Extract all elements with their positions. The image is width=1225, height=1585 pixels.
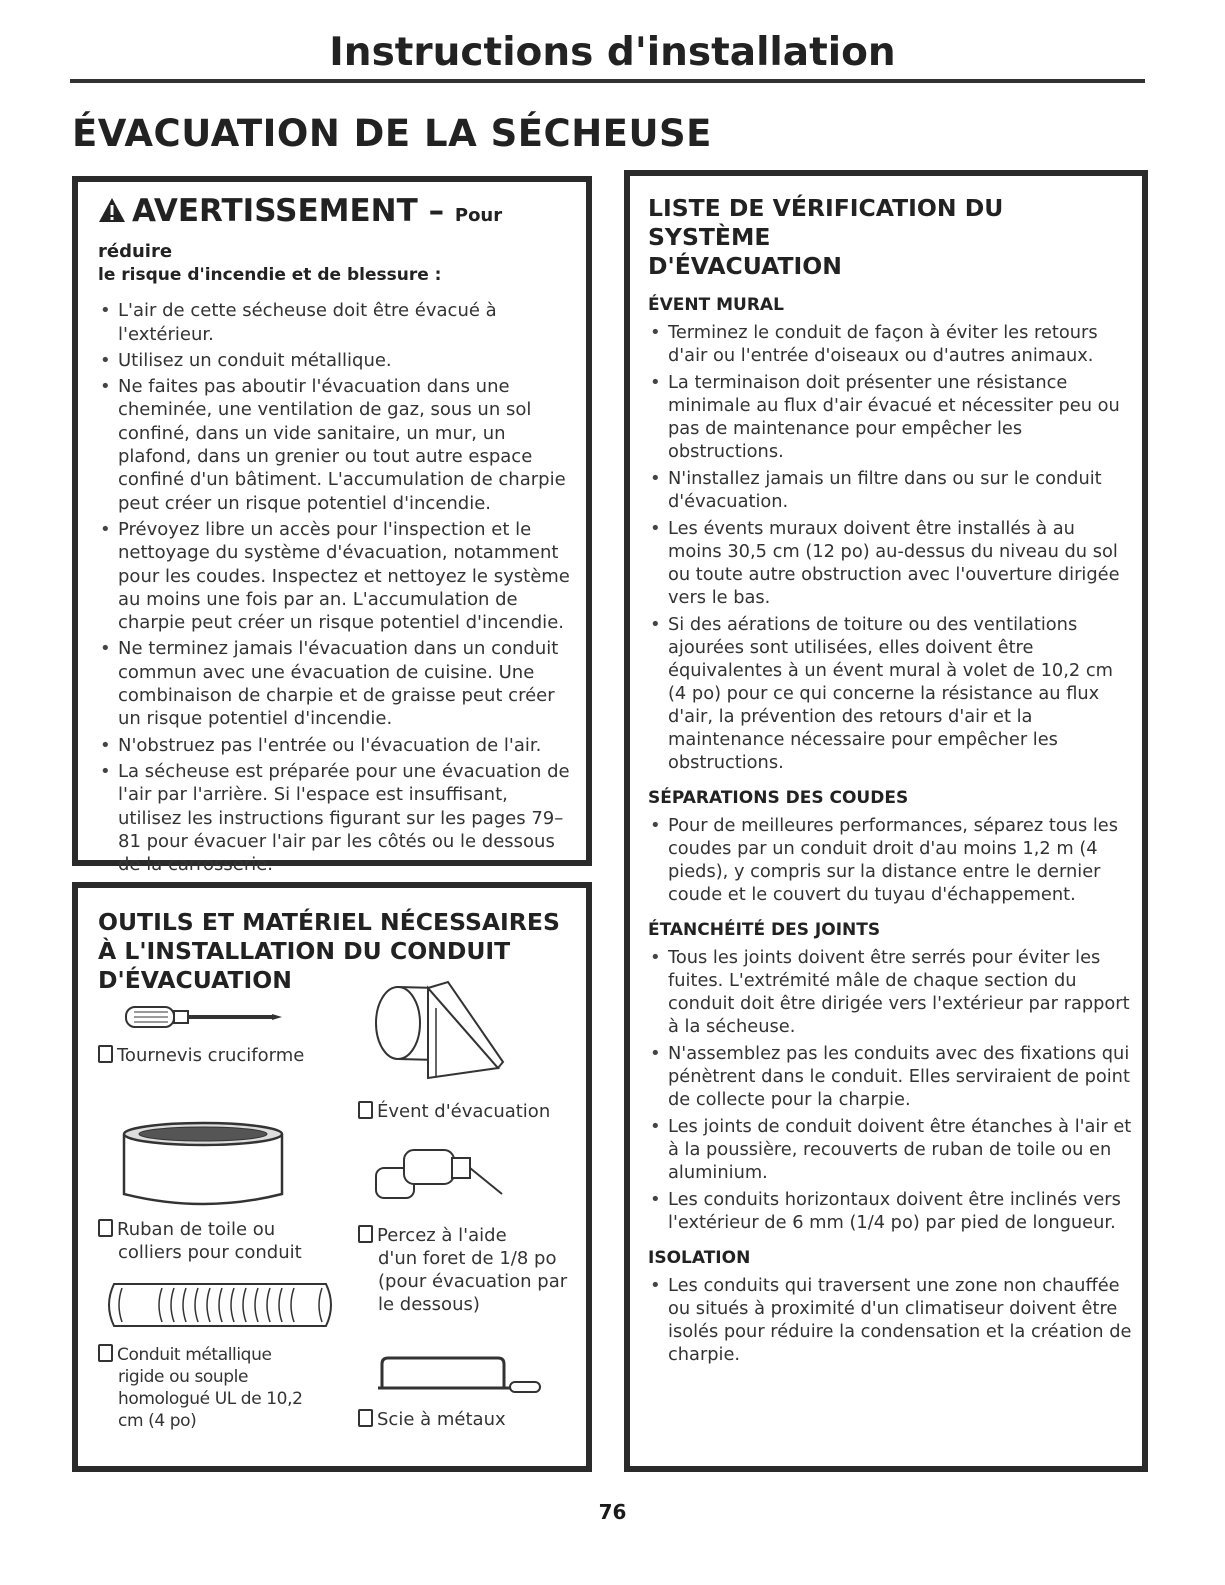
list-item: • Les conduits horizontaux doivent être inclinés vers l'extérieur de 6 mm (1/4 po) par pied de longueur. <box>648 1188 1132 1234</box>
page-header-title: Instructions d'installation <box>329 30 896 75</box>
list-item: • N'obstruez pas l'entrée ou l'évacuation de l'air. <box>98 734 570 757</box>
duct-tape-icon <box>118 1120 288 1210</box>
checklist-list <box>648 321 1132 774</box>
drill-icon <box>374 1140 504 1210</box>
warning-list <box>98 299 570 876</box>
tool-vent <box>358 1100 550 1123</box>
list-item: • Ne terminez jamais l'évacuation dans un conduit commun avec une évacuation de cuisine. Une combinaison de charpie et de graisse peut créer un risque potentiel d'incendie. <box>98 637 570 730</box>
list-item: • Pour de meilleures performances, séparez tous les coudes par un conduit droit d'au moins 1,2 m (4 pieds), y compris sur la distance entre le dernier coude et le couvert du tuyau d'échappement. <box>648 814 1132 906</box>
checkbox-icon <box>98 1219 113 1237</box>
checklist-list <box>648 1274 1132 1366</box>
subsection-title: ÉTANCHÉITÉ DES JOINTS <box>648 920 881 940</box>
tool-label: Tournevis cruciforme <box>117 1045 305 1066</box>
tool-label: Scie à métaux <box>377 1409 506 1430</box>
list-item: • N'installez jamais un filtre dans ou sur le conduit d'évacuation. <box>648 467 1132 513</box>
tool-drill <box>358 1224 567 1316</box>
screwdriver-icon <box>124 1002 284 1032</box>
checklist-heading-line-2: D'ÉVACUATION <box>648 252 842 280</box>
warning-heading-suffix: Pour réduire <box>98 205 503 262</box>
subsection-title: ÉVENT MURAL <box>648 295 784 315</box>
list-item: • N'assemblez pas les conduits avec des fixations qui pénètrent dans le conduit. Elles serviraient de point de collecte pour la charpie. <box>648 1042 1132 1111</box>
list-item: • L'air de cette sécheuse doit être évacué à l'extérieur. <box>98 299 570 346</box>
checkbox-icon <box>98 1045 113 1063</box>
list-item: • Si des aérations de toiture ou des ventilations ajourées sont utilisées, elles doivent être équivalentes à un évent mural à volet de 10,2 cm (4 po) pour ce qui concerne la résistance au flux d'air, la prévention des retours d'air et la maintenance nécessaire pour empêcher les obstructions. <box>648 613 1132 774</box>
page-number: 76 <box>598 1500 627 1524</box>
header-rule <box>70 79 1145 83</box>
tool-label: cm (4 po) <box>118 1411 197 1431</box>
list-item: • Ne faites pas aboutir l'évacuation dans une cheminée, une ventilation de gaz, sous un sol confiné, dans un vide sanitaire, un mur, un plafond, dans un grenier ou tout autre espace confiné d'un bâtiment. L'accumulation de charpie peut créer un risque potentiel d'incendie. <box>98 375 570 515</box>
checklist-list <box>648 814 1132 906</box>
warning-label: AVERTISSEMENT <box>132 193 418 229</box>
hacksaw-icon <box>374 1354 544 1394</box>
checkbox-icon <box>358 1101 373 1119</box>
tool-label: le dessous) <box>378 1294 480 1315</box>
tool-label: Ruban de toile ou <box>117 1219 276 1240</box>
section-title: ÉVACUATION DE LA SÉCHEUSE <box>72 112 712 155</box>
warning-box <box>72 176 592 876</box>
tools-heading-line-1: OUTILS ET MATÉRIEL NÉCESSAIRES <box>98 908 560 936</box>
checklist-heading-line-1: LISTE DE VÉRIFICATION DU SYSTÈME <box>648 194 1004 251</box>
tool-screwdriver <box>98 1044 304 1067</box>
tool-duct <box>98 1344 303 1432</box>
list-item: • Les évents muraux doivent être installés à au moins 30,5 cm (12 po) au-dessus du niveau du sol ou toute autre obstruction avec l'ouverture dirigée vers le bas. <box>648 517 1132 609</box>
tool-saw <box>358 1408 506 1431</box>
list-item: • La sécheuse est préparée pour une évacuation de l'air par l'arrière. Si l'espace est insuffisant, utilisez les instructions figurant sur les pages 79–81 pour évacuer l'air par les côtés ou le dessous de la carrosserie. <box>98 760 570 876</box>
checklist-box <box>624 170 1148 1472</box>
tool-label: rigide ou souple <box>118 1367 249 1387</box>
tool-label: homologué UL de 10,2 <box>118 1389 303 1409</box>
list-item: • La terminaison doit présenter une résistance minimale au flux d'air évacué et nécessiter peu ou pas de maintenance pour empêcher les obstructions. <box>648 371 1132 463</box>
list-item: • Utilisez un conduit métallique. <box>98 349 570 372</box>
checkbox-icon <box>358 1225 373 1243</box>
list-item: • Les joints de conduit doivent être étanches à l'air et à la poussière, recouverts de ruban de toile ou en aluminium. <box>648 1115 1132 1184</box>
warning-subheading: le risque d'incendie et de blessure : <box>98 265 442 286</box>
tools-box <box>72 882 592 1472</box>
list-item: • Terminez le conduit de façon à éviter les retours d'air ou l'entrée d'oiseaux ou d'autres animaux. <box>648 321 1132 367</box>
warning-dash: – <box>417 193 455 229</box>
tool-label: Percez à l'aide <box>377 1225 507 1246</box>
warning-triangle-icon <box>98 197 126 223</box>
tool-label: d'un foret de 1/8 po <box>378 1248 557 1269</box>
tool-label: colliers pour conduit <box>118 1242 302 1263</box>
subsection-title: ISOLATION <box>648 1248 751 1268</box>
list-item: • Les conduits qui traversent une zone non chauffée ou situés à proximité d'un climatiseur doivent être isolés pour réduire la condensation et la création de charpie. <box>648 1274 1132 1366</box>
subsection-title: SÉPARATIONS DES COUDES <box>648 788 909 808</box>
list-item: • Tous les joints doivent être serrés pour éviter les fuites. L'extrémité mâle de chaque section du conduit doit être dirigée vers l'extérieur par rapport à la sécheuse. <box>648 946 1132 1038</box>
list-item: • Prévoyez libre un accès pour l'inspection et le nettoyage du système d'évacuation, notamment pour les coudes. Inspectez et nettoyez le système au moins une fois par an. L'accumulation de charpie peut créer un risque potentiel d'incendie. <box>98 518 570 634</box>
checkbox-icon <box>358 1409 373 1427</box>
tool-label: Conduit métallique <box>117 1345 272 1365</box>
tool-tape <box>98 1218 302 1264</box>
exhaust-vent-icon <box>368 978 508 1088</box>
warning-heading <box>98 194 570 265</box>
tool-label: (pour évacuation par <box>378 1271 568 1292</box>
tool-label: Évent d'évacuation <box>377 1101 551 1122</box>
tools-heading-line-3: D'ÉVACUATION <box>98 966 292 994</box>
checklist-list <box>648 946 1132 1234</box>
flexible-duct-icon <box>102 1280 342 1330</box>
tools-heading-line-2: À L'INSTALLATION DU CONDUIT <box>98 937 511 965</box>
checkbox-icon <box>98 1344 113 1362</box>
